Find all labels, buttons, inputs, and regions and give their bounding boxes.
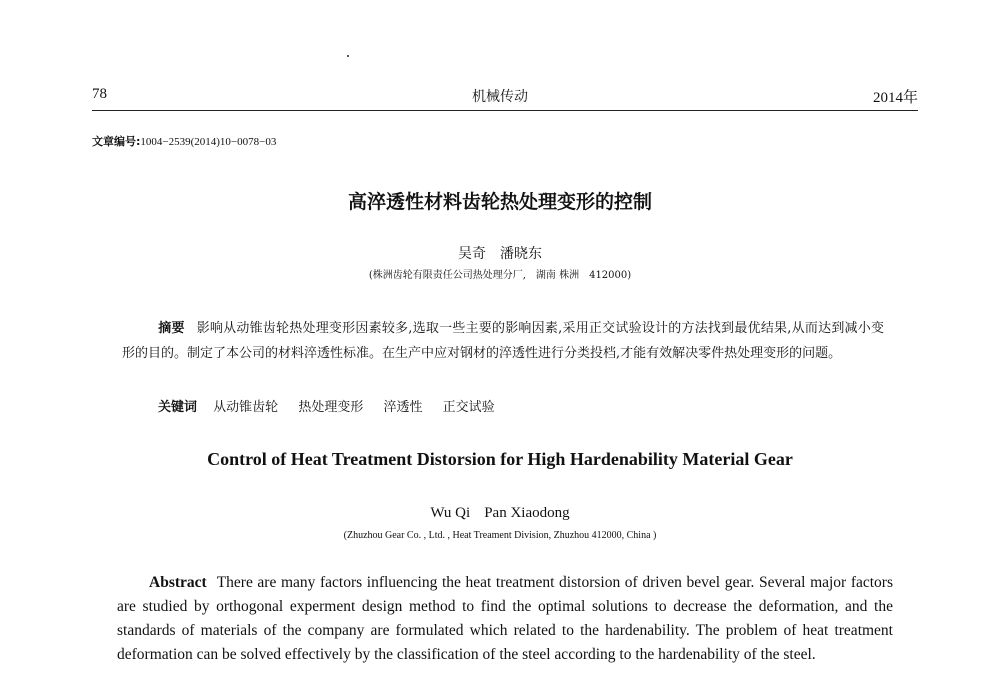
article-number xyxy=(92,133,276,149)
en-abstract-text: There are many factors influencing the heat treatment distorsion of driven bevel gear. Several major factors are studied by orthogonal experment design method to find the optimal solutions to decrease the deformation, and the standards of materials of the company are formulated which related to the hardenability. The problem of heat treatment deformation can be solved effectively by the classification of the steel according to the hardenability of the steel. xyxy=(117,574,893,663)
page-number: 78 xyxy=(92,86,107,102)
cn-keyword: 淬透性 xyxy=(383,400,423,415)
en-affiliation: (Zhuzhou Gear Co. , Ltd. , Heat Treament Division, Zhuzhou 412000, China ) xyxy=(343,530,657,541)
cn-abstract-text: 影响从动锥齿轮热处理变形因素较多,选取一些主要的影响因素,采用正交试验设计的方法找到最优结果,从而达到减小变形的目的。制定了本公司的材料淬透性标准。在生产中应对钢材的淬透性进行分类投档,才能有效解决零件热处理变形的问题。 xyxy=(122,321,884,361)
journal-year: 2014年 xyxy=(872,90,918,106)
en-abstract-label: Abstract xyxy=(149,574,207,591)
en-abstract xyxy=(117,571,893,667)
en-author: Wu Qi xyxy=(430,505,471,521)
cn-authors: 吴奇 潘晓东 xyxy=(458,246,542,262)
en-author: Pan Xiaodong xyxy=(484,505,570,521)
journal-name: 机械传动 xyxy=(472,89,528,105)
speck xyxy=(347,55,349,57)
cn-keyword: 热处理变形 xyxy=(298,400,364,415)
cn-keywords-label: 关键词 xyxy=(158,400,198,415)
header-rule xyxy=(92,110,918,111)
en-title: Control of Heat Treatment Distorsion for High Hardenability Material Gear xyxy=(207,449,793,469)
cn-affiliation: (株洲齿轮有限责任公司热处理分厂, 湖南 株洲 412000) xyxy=(368,270,632,281)
cn-abstract-label: 摘要 xyxy=(158,321,185,336)
en-authors xyxy=(0,505,1000,522)
article-number-value: 1004−2539(2014)10−0078−03 xyxy=(140,136,277,148)
cn-keyword: 正交试验 xyxy=(442,400,495,415)
article-number-label: 文章编号: xyxy=(92,135,141,148)
cn-abstract xyxy=(122,316,884,366)
cn-keywords xyxy=(158,396,511,415)
cn-keyword: 从动锥齿轮 xyxy=(213,400,279,415)
cn-title: 高淬透性材料齿轮热处理变形的控制 xyxy=(347,191,652,213)
